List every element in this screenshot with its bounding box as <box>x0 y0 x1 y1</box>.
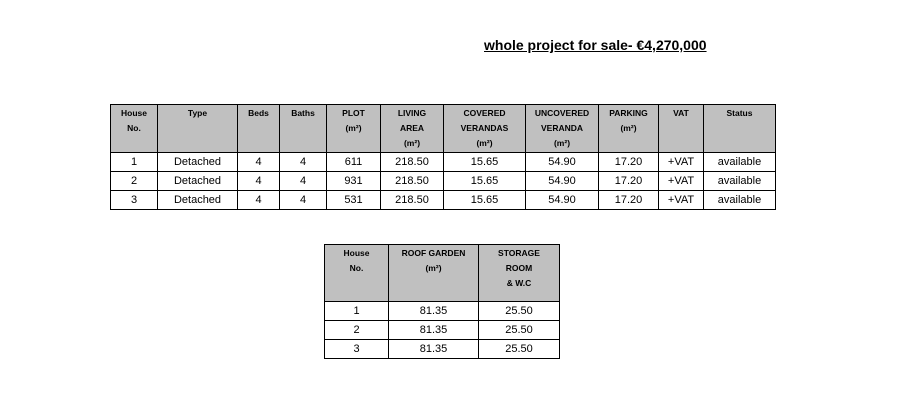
table-header-row <box>325 245 560 302</box>
cell-parking: 17.20 <box>599 191 659 210</box>
cell-covered-verandas: 15.65 <box>444 153 526 172</box>
cell-house-no: 1 <box>325 302 389 321</box>
cell-living-area: 218.50 <box>381 153 444 172</box>
houses-table <box>110 104 776 210</box>
cell-storage-room: 25.50 <box>479 302 560 321</box>
cell-storage-room: 25.50 <box>479 321 560 340</box>
cell-house-no: 3 <box>111 191 158 210</box>
cell-vat: +VAT <box>659 153 704 172</box>
cell-uncovered-veranda: 54.90 <box>526 191 599 210</box>
header-house-no: House No. <box>325 245 389 302</box>
header-baths: Baths <box>280 105 327 153</box>
table-row <box>325 321 560 340</box>
table-row <box>111 191 776 210</box>
page-title: whole project for sale- €4,270,000 <box>484 37 707 53</box>
table-header-row <box>111 105 776 153</box>
cell-storage-room: 25.50 <box>479 340 560 359</box>
cell-status: available <box>704 153 776 172</box>
header-type: Type <box>158 105 238 153</box>
header-covered-verandas: COVERED VERANDAS (m²) <box>444 105 526 153</box>
header-house-no: House No. <box>111 105 158 153</box>
cell-house-no: 3 <box>325 340 389 359</box>
cell-parking: 17.20 <box>599 172 659 191</box>
cell-beds: 4 <box>238 153 280 172</box>
cell-status: available <box>704 172 776 191</box>
cell-baths: 4 <box>280 153 327 172</box>
cell-plot: 611 <box>327 153 381 172</box>
cell-house-no: 2 <box>325 321 389 340</box>
table-row <box>111 153 776 172</box>
table-row <box>325 340 560 359</box>
roof-storage-table <box>324 244 560 359</box>
cell-uncovered-veranda: 54.90 <box>526 172 599 191</box>
header-living-area: LIVING AREA (m²) <box>381 105 444 153</box>
cell-type: Detached <box>158 191 238 210</box>
header-beds: Beds <box>238 105 280 153</box>
cell-type: Detached <box>158 153 238 172</box>
cell-beds: 4 <box>238 191 280 210</box>
header-vat: VAT <box>659 105 704 153</box>
cell-status: available <box>704 191 776 210</box>
cell-covered-verandas: 15.65 <box>444 191 526 210</box>
cell-baths: 4 <box>280 191 327 210</box>
cell-type: Detached <box>158 172 238 191</box>
cell-house-no: 1 <box>111 153 158 172</box>
cell-parking: 17.20 <box>599 153 659 172</box>
cell-vat: +VAT <box>659 172 704 191</box>
header-roof-garden: ROOF GARDEN (m²) <box>389 245 479 302</box>
cell-roof-garden: 81.35 <box>389 302 479 321</box>
cell-covered-verandas: 15.65 <box>444 172 526 191</box>
cell-beds: 4 <box>238 172 280 191</box>
cell-roof-garden: 81.35 <box>389 340 479 359</box>
header-plot: PLOT (m²) <box>327 105 381 153</box>
cell-plot: 931 <box>327 172 381 191</box>
cell-living-area: 218.50 <box>381 172 444 191</box>
header-storage-room: STORAGE ROOM & W.C <box>479 245 560 302</box>
header-status: Status <box>704 105 776 153</box>
cell-vat: +VAT <box>659 191 704 210</box>
table-row <box>325 302 560 321</box>
cell-roof-garden: 81.35 <box>389 321 479 340</box>
cell-baths: 4 <box>280 172 327 191</box>
cell-house-no: 2 <box>111 172 158 191</box>
cell-living-area: 218.50 <box>381 191 444 210</box>
header-uncovered-veranda: UNCOVERED VERANDA (m²) <box>526 105 599 153</box>
cell-uncovered-veranda: 54.90 <box>526 153 599 172</box>
table-row <box>111 172 776 191</box>
cell-plot: 531 <box>327 191 381 210</box>
header-parking: PARKING (m²) <box>599 105 659 153</box>
